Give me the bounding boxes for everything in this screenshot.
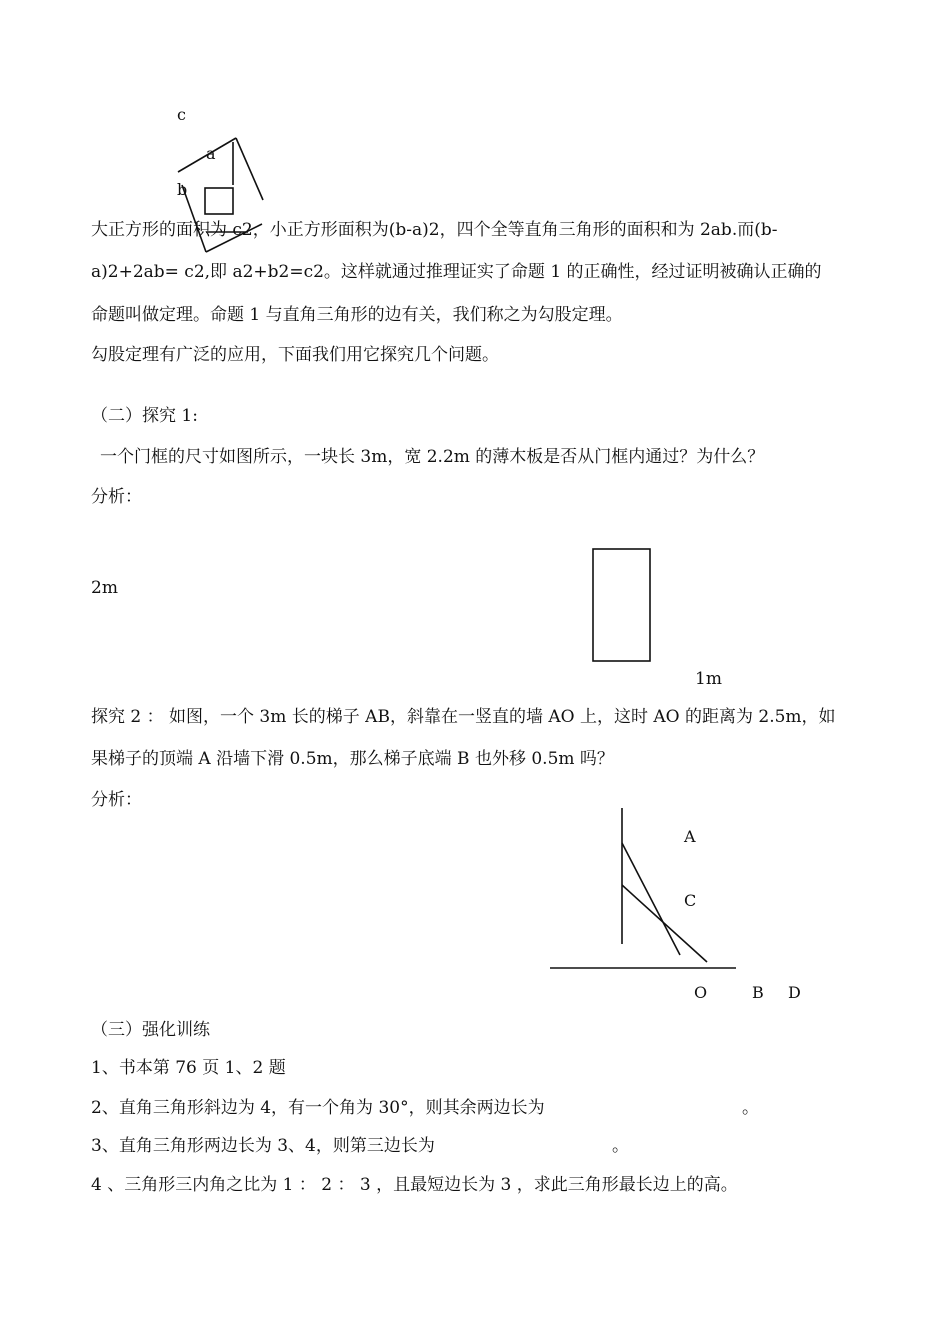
body-paragraph-line: 命题叫做定理。命题 1 与直角三角形的边有关，我们称之为勾股定理。 [91,305,623,325]
training-heading: （三）强化训练 [91,1020,210,1040]
ladder-label-c: C [684,891,697,910]
body-paragraph-line: 大正方形的面积为 c2，小正方形面积为(b-a)2，四个全等直角三角形的面积和为 2ab.而(b- [91,220,778,240]
explore1-heading: （二）探究 1: [91,406,198,426]
body-paragraph: 勾股定理有广泛的应用，下面我们用它探究几个问题。 [91,345,499,365]
explore2-question-line: 探究 2 ： 如图，一个 3m 长的梯子 AB，斜靠在一竖直的墙 AO 上，这时 AO 的距离为 2.5m，如 [91,707,836,727]
explore1-analysis-label: 分析： [91,487,142,507]
ladder-label-o: O [694,983,708,1002]
door-width-label: 1m [695,669,722,689]
training-question-2: 2、直角三角形斜边为 4，有一个角为 30°，则其余两边长为 [91,1098,545,1118]
training-question-3-end: 。 [612,1136,629,1156]
body-paragraph-line: a)2+2ab= c2,即 a2+b2=c2。这样就通过推理证实了命题 1 的正确性，经过证明被确认正确的 [91,262,822,282]
training-question-2-end: 。 [742,1098,759,1118]
training-question-3: 3、直角三角形两边长为 3、4，则第三边长为 [91,1136,435,1156]
fig1-label-b: b [177,180,188,199]
ladder-label-d: D [788,983,801,1002]
explore2-analysis-label: 分析： [91,790,142,810]
ladder-label-b: B [752,983,764,1002]
training-question-4: 4 、三角形三内角之比为 1 ： 2 ： 3 ，且最短边长为 3 ，求此三角形最长边上的高。 [91,1175,738,1195]
door-height-label: 2m [91,578,118,598]
explore2-question-line: 果梯子的顶端 A 沿墙下滑 0.5m，那么梯子底端 B 也外移 0.5m 吗？ [91,749,614,769]
ladder-label-a: A [684,827,696,846]
fig1-label-c: c [177,105,186,124]
training-question-1: 1、书本第 76 页 1、2 题 [91,1058,286,1078]
ladder-ab [622,843,680,955]
fig1-label-a: a [206,144,216,163]
explore1-question: 一个门框的尺寸如图所示，一块长 3m，宽 2.2m 的薄木板是否从门框内通过？为什么？ [100,447,765,467]
